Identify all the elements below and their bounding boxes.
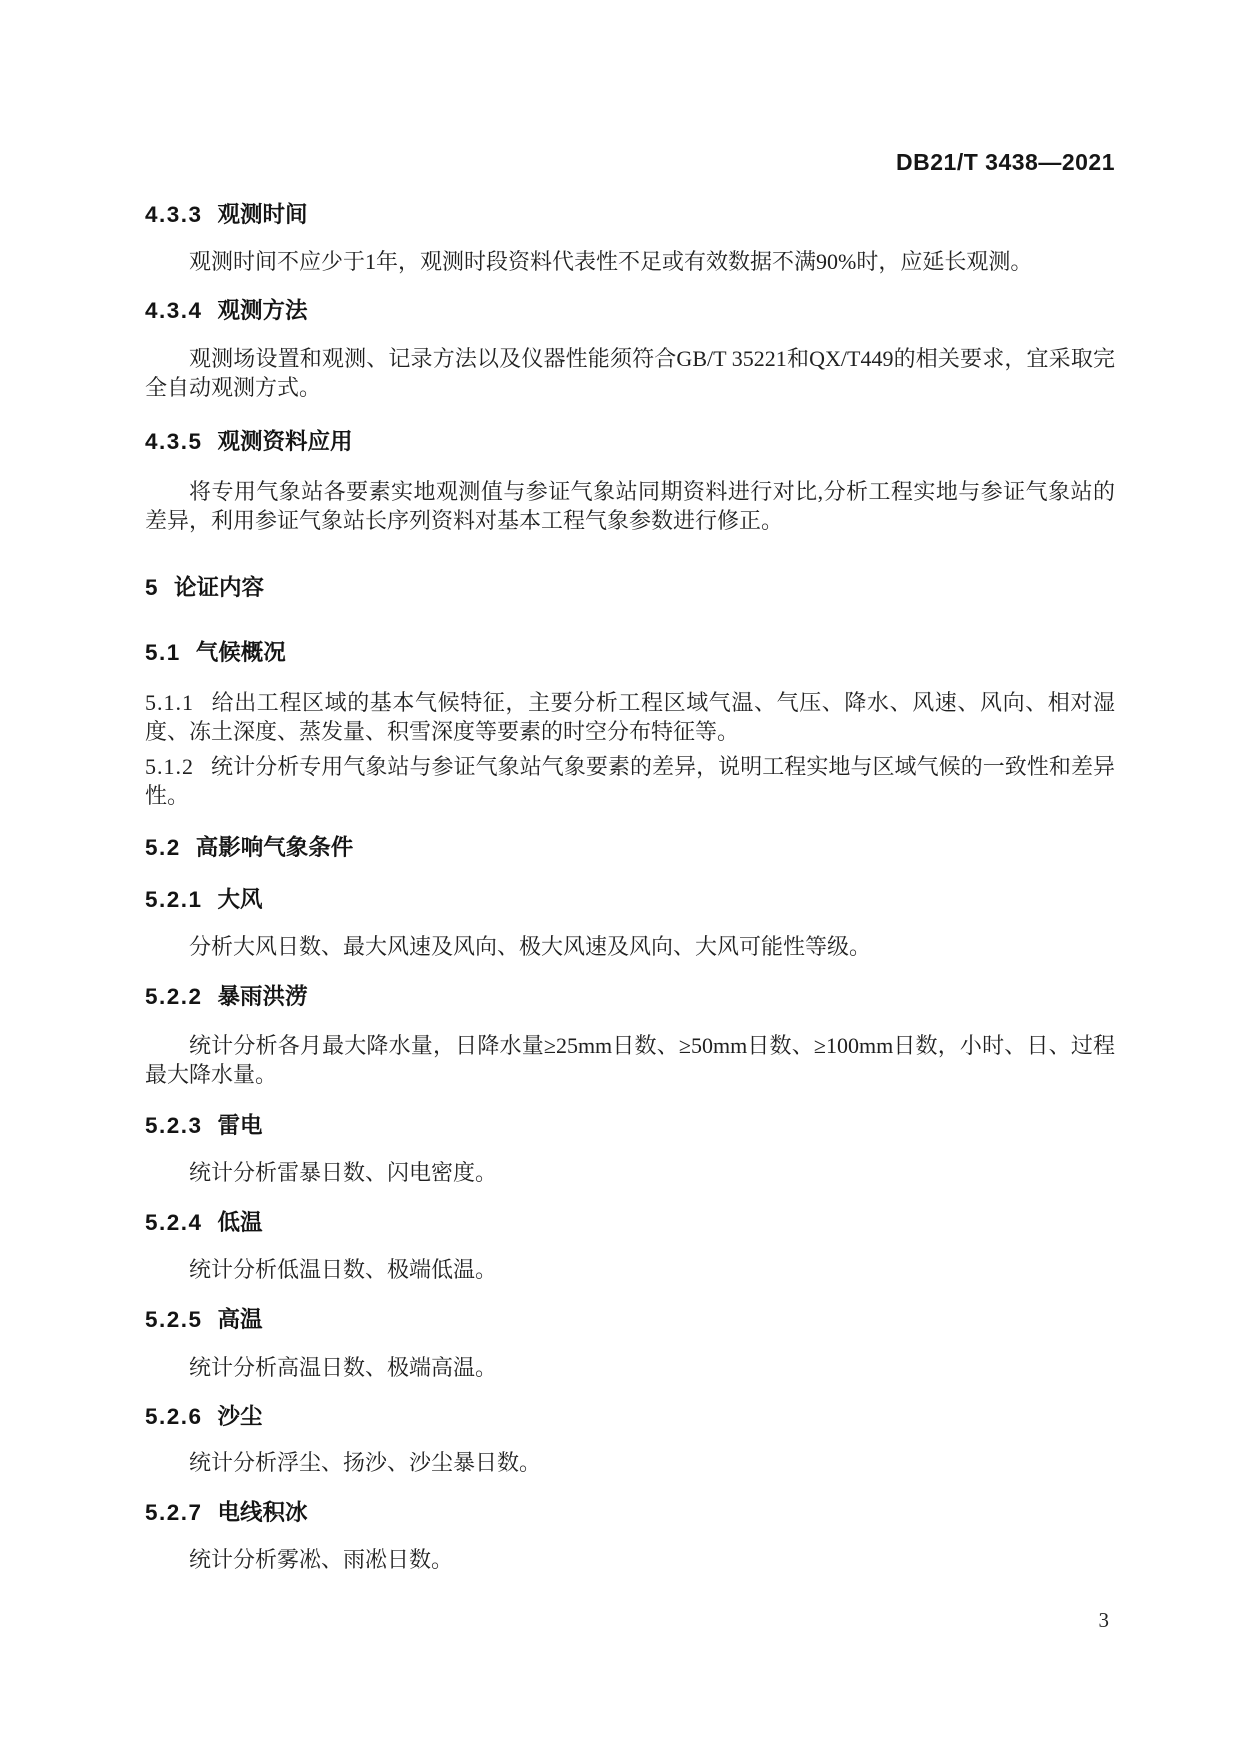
clause-heading-5-2-5: [145, 1305, 1115, 1335]
clause-number: 5.2.1: [145, 887, 203, 912]
clause-title: 观测方法: [217, 298, 308, 323]
section-title: 气候概况: [195, 640, 286, 665]
section-title: 高影响气象条件: [195, 835, 354, 860]
clause-heading-5-2-4: [145, 1208, 1115, 1238]
clause-heading-4-3-4: [145, 296, 1115, 326]
clause-paragraph: 统计分析低温日数、极端低温。: [189, 1257, 498, 1282]
clause-title: 电线积冰: [217, 1500, 308, 1525]
clause-title: 低温: [217, 1210, 263, 1235]
clause-title: 雷电: [217, 1113, 263, 1138]
clause-number: 4.3.3: [145, 202, 203, 227]
clause-title: 观测资料应用: [217, 429, 353, 454]
chapter-heading-5: [145, 573, 1115, 603]
clause-number: 5.2.4: [145, 1210, 203, 1235]
clause-heading-5-2-6: [145, 1402, 1115, 1432]
clause-heading-4-3-5: [145, 427, 1115, 457]
clause-paragraph: 观测场设置和观测、记录方法以及仪器性能须符合GB/T 35221和QX/T449的相关要求，宜采取完全自动观测方式。: [145, 346, 1115, 400]
clause-text: 给出工程区域的基本气候特征，主要分析工程区域气温、气压、降水、风速、风向、相对湿度、冻土深度、蒸发量、积雪深度等要素的时空分布特征等。: [145, 690, 1115, 744]
clause-number: 5.2.3: [145, 1113, 203, 1138]
clause-number: 5.1.2: [145, 754, 194, 779]
clause-paragraph: 将专用气象站各要素实地观测值与参证气象站同期资料进行对比,分析工程实地与参证气象站的差异，利用参证气象站长序列资料对基本工程气象参数进行修正。: [145, 479, 1115, 533]
clause-paragraph: 统计分析雷暴日数、闪电密度。: [189, 1160, 498, 1185]
clause-number: 4.3.4: [145, 298, 203, 323]
clause-title: 观测时间: [217, 202, 308, 227]
clause-heading-5-2-3: [145, 1111, 1115, 1141]
section-number: 5.2: [145, 835, 181, 860]
clause-title: 大风: [217, 887, 263, 912]
clause-paragraph: 统计分析高温日数、极端高温。: [189, 1355, 498, 1380]
clause-title: 沙尘: [217, 1404, 263, 1429]
section-heading-5-2: [145, 833, 1115, 863]
clause-heading-5-2-7: [145, 1498, 1115, 1528]
clause-heading-5-2-1: [145, 885, 1115, 915]
numbered-clause-5-1-1: [145, 688, 1115, 746]
clause-number: 5.2.7: [145, 1500, 203, 1525]
clause-paragraph: 分析大风日数、最大风速及风向、极大风速及风向、大风可能性等级。: [189, 934, 872, 959]
clause-title: 高温: [217, 1307, 263, 1332]
standard-code-header: DB21/T 3438—2021: [896, 149, 1115, 175]
clause-heading-4-3-3: [145, 200, 1115, 230]
clause-paragraph: 观测时间不应少于1年，观测时段资料代表性不足或有效数据不满90%时，应延长观测。: [189, 249, 1033, 274]
section-number: 5.1: [145, 640, 181, 665]
clause-text: 统计分析专用气象站与参证气象站气象要素的差异，说明工程实地与区域气候的一致性和差异性。: [145, 754, 1115, 808]
clause-number: 5.2.6: [145, 1404, 203, 1429]
clause-number: 4.3.5: [145, 429, 203, 454]
clause-title: 暴雨洪涝: [217, 984, 308, 1009]
clause-number: 5.2.2: [145, 984, 203, 1009]
page-number: 3: [1098, 1608, 1109, 1632]
clause-number: 5.1.1: [145, 690, 194, 715]
clause-paragraph: 统计分析浮尘、扬沙、沙尘暴日数。: [189, 1450, 542, 1475]
chapter-number: 5: [145, 575, 160, 600]
chapter-title: 论证内容: [174, 575, 265, 600]
clause-paragraph: 统计分析各月最大降水量，日降水量≥25mm日数、≥50mm日数、≥100mm日数，小时、日、过程最大降水量。: [145, 1033, 1115, 1087]
clause-paragraph: 统计分析雾凇、雨凇日数。: [189, 1547, 454, 1572]
numbered-clause-5-1-2: [145, 752, 1115, 810]
clause-heading-5-2-2: [145, 982, 1115, 1012]
section-heading-5-1: [145, 638, 1115, 668]
clause-number: 5.2.5: [145, 1307, 203, 1332]
